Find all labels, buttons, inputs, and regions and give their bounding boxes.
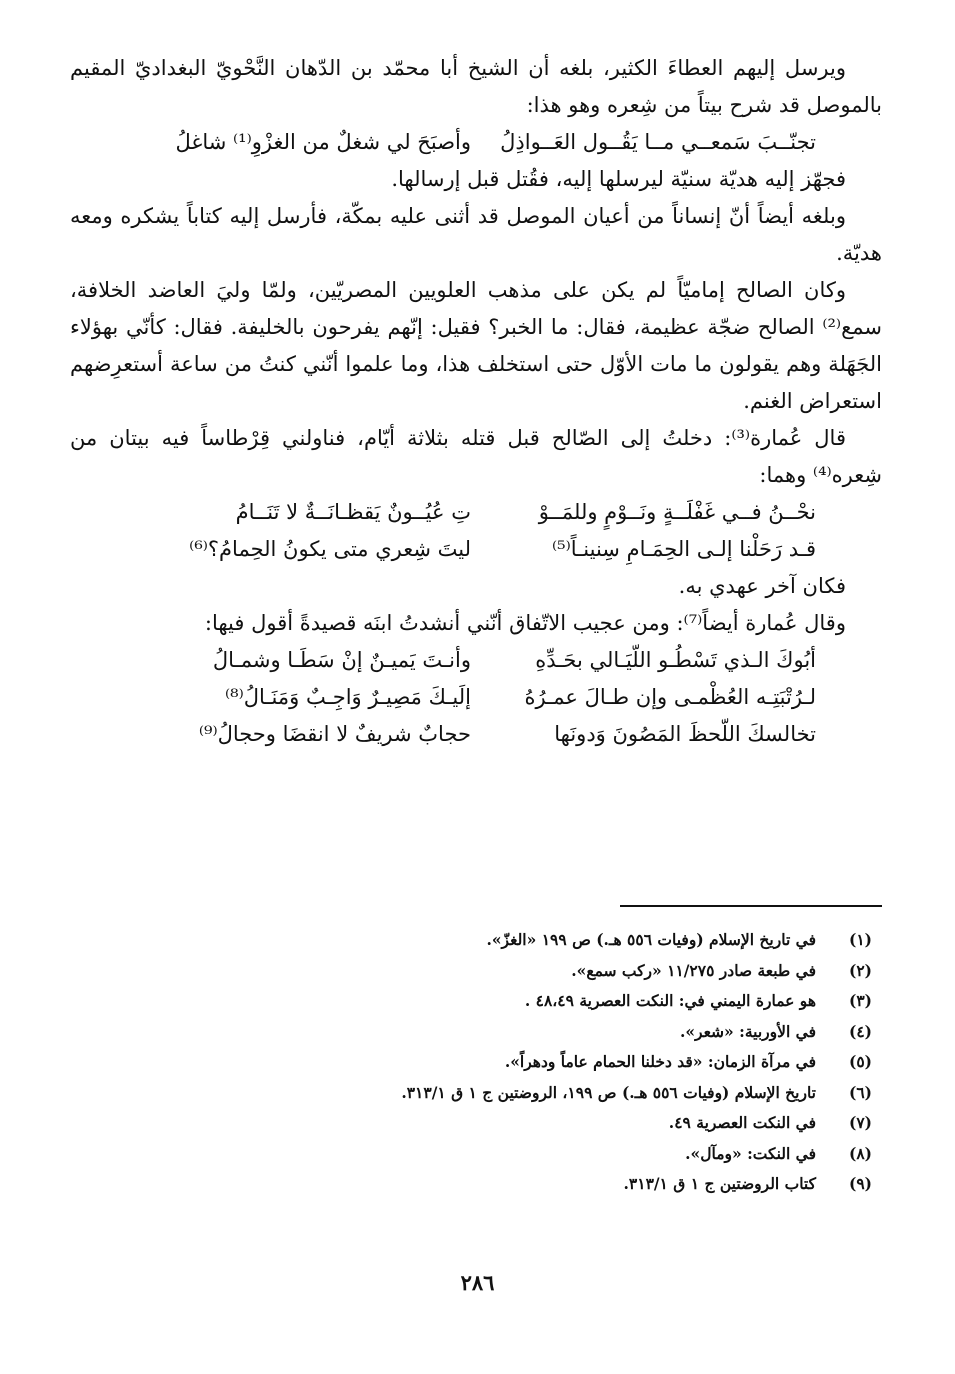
verse-second-hemistich: وأصبَحَ لي شغلٌ من الغزْوِ⁽¹⁾ شاغلُ: [175, 130, 471, 154]
footnote-text: في مرآة الزمان: «قد دخلنا الحمام عاماً ودهراً».: [504, 1052, 816, 1071]
verse-line-4: [70, 642, 882, 679]
verse-line-2: [70, 494, 882, 531]
footnote-number: (٨): [848, 1143, 872, 1163]
footnote-item: [92, 1139, 872, 1170]
book-page: [70, 50, 882, 1193]
footnote-text: في النكت العصرية ٤٩.: [668, 1113, 816, 1132]
verse-first-hemistich: لـرُتْبَتِـه العُظْمـى وإن طـالَ عمـرُهُ: [524, 685, 816, 709]
paragraph-1: ويرسل إليهم العطاءَ الكثير، بلغه أن الشيخ أبا محمّد بن الدّهان النَّحْويّ البغداديّ المقيم بالموصل قد شرح بيتاً من شِعره وهو هذا:: [70, 56, 882, 117]
verse-line-3: [70, 531, 882, 568]
verse-line-6: [70, 716, 882, 753]
verse-line-5: [70, 679, 882, 716]
paragraph-4: وكان الصالح إماميّاً لم يكن على مذهب العلويين المصريّين، ولمّا وليَ العاضد الخلافة، سمع⁽²⁾ الصالح ضجّة عظيمة، فقال: ما الخبر؟ فقيل: إنّهم يفرحون بالخليفة. فقال: كأنّي بهؤلاء الجَهَلة وهم يقولون ما مات الأوّل حتى استخلف هذا، وما علموا أنّني كنتُ من ساعة أستعرِضهم استعراض الغنم.: [70, 278, 882, 413]
footnote-text: كتاب الروضتين ج ١ ق ٣١٣/١.: [623, 1174, 816, 1193]
paragraph-7: وقال عُمارة أيضاً⁽⁷⁾: ومن عجيب الاتّفاق أنّني أنشدتُ ابنَه قصيدةً أقول فيها:: [204, 611, 846, 635]
footnote-item: [92, 1108, 872, 1139]
footnote-item: [92, 1169, 872, 1200]
verse-second-hemistich: حجابٌ شريفٌ لا انقضَا وحجالُ⁽⁹⁾: [198, 722, 471, 746]
footnote-item: [92, 956, 872, 987]
footnote-text: في تاريخ الإسلام (وفيات ٥٥٦ هـ.) ص ١٩٩ «الغزّ».: [486, 930, 816, 949]
footnote-item: [92, 1078, 872, 1109]
page-number: ٢٨٦: [460, 1270, 495, 1295]
footnote-text: في النكت: «ومآل».: [685, 1143, 816, 1163]
footnote-number: (٣): [848, 991, 872, 1010]
verse-first-hemistich: تجنّــبَ سَمعــي مــا يَقُــول العَــواذِلُ: [500, 130, 816, 154]
main-text: [70, 50, 882, 753]
footnote-number: (٢): [848, 960, 872, 980]
verse-line-1: [70, 124, 882, 161]
verse-second-hemistich: إلَيـكَ مَصِيـرٌ وَاجِـبٌ وَمَنَـالُ⁽⁸⁾: [225, 685, 471, 709]
paragraph-6: فكان آخر عهدي به.: [678, 574, 846, 598]
footnote-item: [92, 986, 872, 1017]
verse-second-hemistich: تِ عُيُــونٌ يَقظـانَــةٌ لا تَنَــامُ: [235, 500, 471, 524]
verse-first-hemistich: تخالسكَ اللّحظَ المَصُونَ وَدونَها: [554, 722, 816, 746]
footnote-item: [92, 925, 872, 956]
footnote-item: [92, 1047, 872, 1078]
verse-second-hemistich: وأنـتَ يَميـنٌ إنْ سَطَـا وشمـالُ: [212, 648, 471, 672]
paragraph-2: فجهّز إليه هديّة سنيّة ليرسلها إليه، فقُتل قبل إرسالها.: [391, 167, 846, 191]
footnote-number: (٥): [848, 1052, 872, 1071]
verse-first-hemistich: أبُوكَ الـذي تَسْطُـو اللّيَـالي بحَـدِّهِ: [535, 648, 816, 672]
footnote-number: (١): [848, 930, 872, 949]
footnote-number: (٤): [848, 1021, 872, 1041]
paragraph-5: قال عُمارة⁽³⁾: دخلتُ إلى الصّالح قبل قتله بثلاثة أيّام، فناولني قِرْطاساً فيه بيتان من شِعره⁽⁴⁾ وهما:: [70, 426, 882, 487]
footnote-item: [92, 1017, 872, 1048]
footnote-number: (٦): [848, 1082, 872, 1102]
paragraph-3: وبلغه أيضاً أنّ إنساناً من أعيان الموصل قد أثنى عليه بمكّة، فأرسل إليه كتاباً يشكره ومعه هديّة.: [70, 204, 882, 265]
footnote-text: في الأوربية: «شعر».: [679, 1021, 816, 1041]
verse-second-hemistich: ليتَ شِعري متى يكونُ الحِمامُ؟⁽⁶⁾: [189, 537, 471, 561]
verse-first-hemistich: قـد رَحَلْنا إلـى الحِمَـامِ سِنينـاً⁽⁵⁾: [551, 537, 816, 561]
footnote-separator: [620, 905, 882, 907]
footnote-number: (٩): [848, 1174, 872, 1193]
footnote-number: (٧): [848, 1113, 872, 1132]
footnote-text: في طبعة صادر ١١/٢٧٥ «ركب سمع».: [571, 960, 816, 980]
footnote-text: هو عمارة اليمني في: النكت العصرية ٤٨،٤٩ .: [524, 991, 816, 1010]
footnotes: [92, 925, 872, 1200]
verse-first-hemistich: نحْــنُ فــي غَفْلَــةٍ ونَــوْمٍ وللمَــوْ: [538, 500, 816, 524]
footnote-text: تاريخ الإسلام (وفيات ٥٥٦ هـ.) ص ١٩٩، الروضتين ج ١ ق ٣١٣/١.: [401, 1082, 816, 1102]
